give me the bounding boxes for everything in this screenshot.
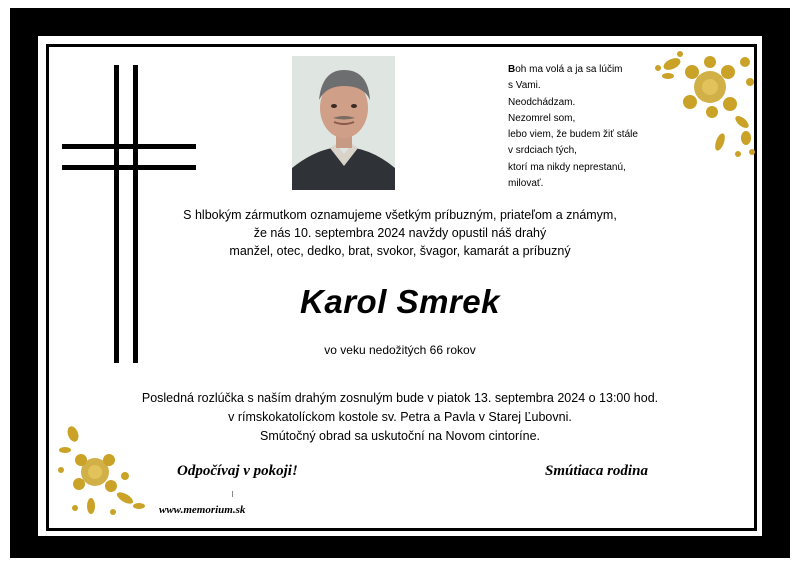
announcement-line-1: S hlbokým zármutkom oznamujeme všetkým príbuzným, priateľom a známym, (183, 208, 617, 222)
deceased-name: Karol Smrek (300, 283, 500, 320)
poem (508, 62, 638, 192)
portrait-photo (292, 56, 395, 190)
announcement-line-3: manžel, otec, dedko, brat, svokor, švagor, kamarát a príbuzný (229, 244, 571, 258)
age-text: vo veku nedožitých 66 rokov (324, 343, 476, 357)
farewell-line-2: v rímskokatolíckom kostole sv. Petra a Pavla v Starej Ľubovni. (228, 410, 572, 424)
poem-text: oh ma volá a ja sa lúčim s Vami. Neodchádzam. Nezomrel som, lebo viem, že budem žiť stále v srdciach tých, ktorí ma nikdy neprestanú, milovať. (508, 64, 638, 190)
website-link[interactable]: www.memorium.sk (159, 504, 246, 516)
cross-bar-horizontal-bottom (62, 165, 196, 170)
portrait-icon (292, 56, 395, 190)
gold-flower-icon (650, 42, 758, 162)
announcement-line-2: že nás 10. septembra 2024 navždy opustil náš drahý (253, 226, 547, 240)
farewell-line-1: Posledná rozlúčka s naším drahým zosnulým bude v piatok 13. septembra 2024 o 13:00 hod. (141, 391, 659, 405)
cross-bar-horizontal-top (62, 144, 196, 149)
family-signature: Smútiaca rodina (545, 463, 648, 479)
farewell-line-3: Smútočný obrad sa uskutoční na Novom cintoríne. (259, 429, 540, 443)
divider-mark (232, 491, 233, 497)
rest-in-peace: Odpočívaj v pokoji! (177, 463, 298, 479)
poem-first-letter: B (508, 64, 516, 75)
